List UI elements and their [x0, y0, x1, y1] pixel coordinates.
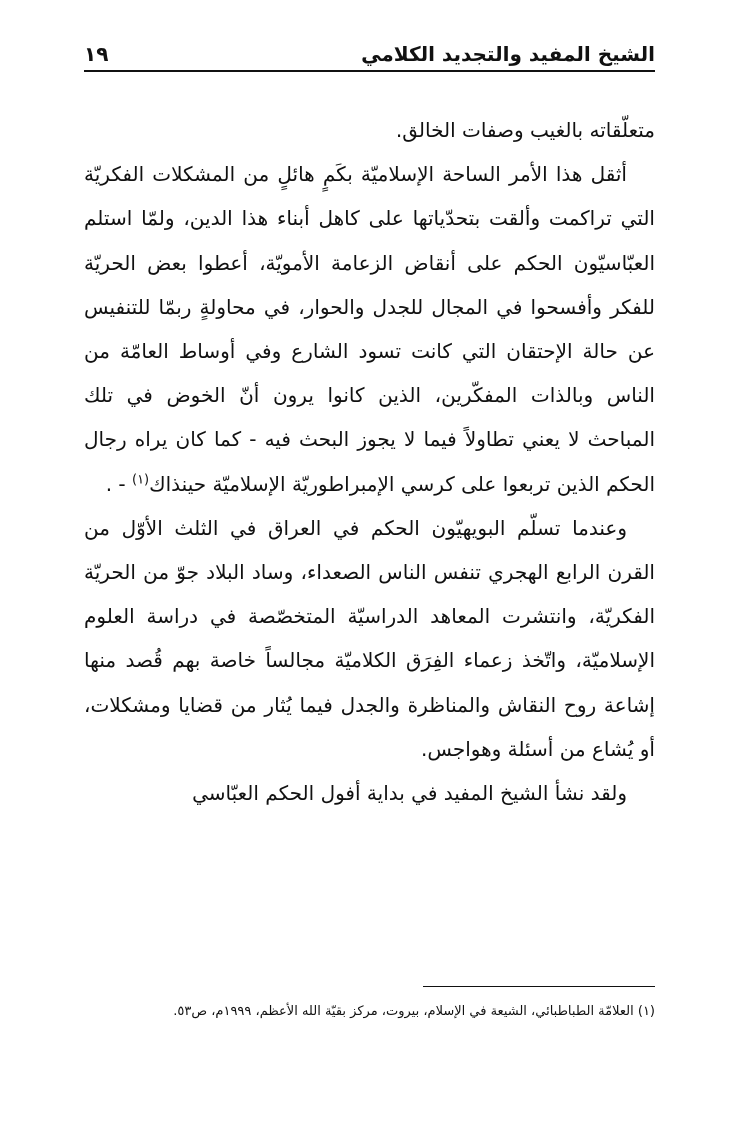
paragraph: متعلّقاته بالغيب وصفات الخالق. [395, 118, 655, 142]
body-text [84, 108, 655, 815]
paragraph: وعندما تسلّم البويهيّون الحكم في العراق في الثلث الأوّل من القرن الرابع الهجري تنفس الناس الصعداء، وساد البلاد جوّ من الحريّة الفكريّة، وانتشرت المعاهد الدراسيّة المتخصّصة في دراسة العلوم الإسلاميّة، واتّخذ زعماء الفِرَق الكلاميّة مجالساً خاصة بهم قُصد منها إشاعة روح النقاش والمناظرة والجدل فيما يُثار من قضايا ومشكلات، أو يُشاع من أسئلة وهواجس. [84, 515, 655, 761]
footnote-divider [423, 986, 655, 987]
paragraph: ولقد نشأ الشيخ المفيد في بداية أفول الحكم العبّاسي [192, 781, 627, 806]
paragraph-text: أثقل هذا الأمر الساحة الإسلاميّة بكَمٍ هائلٍ من المشكلات الفكريّة التي تراكمت وألقت بتحدّياتها على كاهل أبناء هذا الدين، ولمّا استلم العبّاسيّون الحكم على أنقاض الزعامة الأمويّة، أعطوا بعض الحريّة للفكر وأفسحوا في المجال للجدل والحوار، في محاولةٍ ربمّا للتنفيس عن حالة الإحتقان التي كانت تسود الشارع وفي أوساط العامّة من الناس وبالذات المفكّرين، الذين كانوا يرون أنّ الخوض في تلك المباحث لا يعني تطاولاً فيما لا يجوز البحث فيه - كما كان يراه رجال الحكم الذين تربعوا على كرسي الإمبراطوريّة الإسلاميّة حينذاك [84, 162, 655, 496]
footnote-reference[interactable]: (١) [131, 471, 150, 487]
running-header-title: الشيخ المفيد والتجديد الكلامي [361, 42, 655, 66]
paragraph-tail: - . [105, 471, 132, 496]
footnotes [84, 998, 655, 1026]
paragraph [84, 152, 655, 506]
running-header [84, 32, 655, 72]
page-number: ١٩ [84, 42, 109, 66]
footnote: (١) العلامّة الطباطبائي، الشيعة في الإسلام، بيروت، مركز بقيّة الله الأعظم، ١٩٩٩م، ص٥٣. [173, 1004, 655, 1019]
